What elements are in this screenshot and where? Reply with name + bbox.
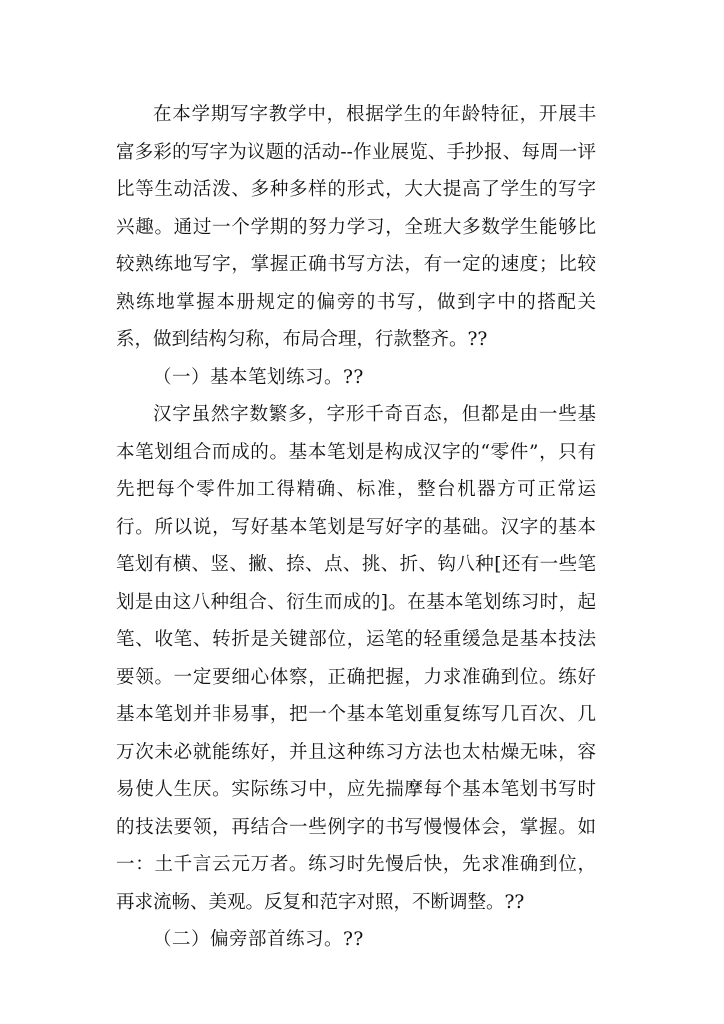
document-body [116,96,596,959]
basic-strokes-paragraph: 汉字虽然字数繁多，字形千奇百态，但都是由一些基本笔划组合而成的。基本笔划是构成汉字的“零件”，只有先把每个零件加工得精确、标准，整台机器方可正常运行。所以说，写好基本笔划是写好字的基础。汉字的基本笔划有横、竖、撇、捺、点、挑、折、钩八种[还有一些笔划是由这八种组合、衍生而成的]。在基本笔划练习时，起笔、收笔、转折是关键部位，运笔的轻重缓急是基本技法要领。一定要细心体察，正确把握，力求准确到位。练好基本笔划并非易事，把一个基本笔划重复练写几百次、几万次未必就能练好，并且这种练习方法也太枯燥无味，容易使人生厌。实际练习中，应先揣摩每个基本笔划书写时的技法要领，再结合一些例字的书写慢慢体会，掌握。如一：土千言云元万者。练习时先慢后快，先求准确到位，再求流畅、美观。反复和范字对照，不断调整。?? [116,404,596,913]
section-heading-basic-strokes: （一）基本笔划练习。?? [153,366,364,388]
section-heading-radicals: （二）偏旁部首练习。?? [153,929,364,950]
intro-paragraph: 在本学期写字教学中，根据学生的年龄特征，开展丰富多彩的写字为议题的活动--作业展览、手抄报、每周一评比等生动活泼、多种多样的形式，大大提高了学生的写字兴趣。通过一个学期的努力学习，全班大多数学生能够比较熟练地写字，掌握正确书写方法，有一定的速度；比较熟练地掌握本册规定的偏旁的书写，做到字中的搭配关系，做到结构匀称，布局合理，行款整齐。?? [116,104,596,350]
